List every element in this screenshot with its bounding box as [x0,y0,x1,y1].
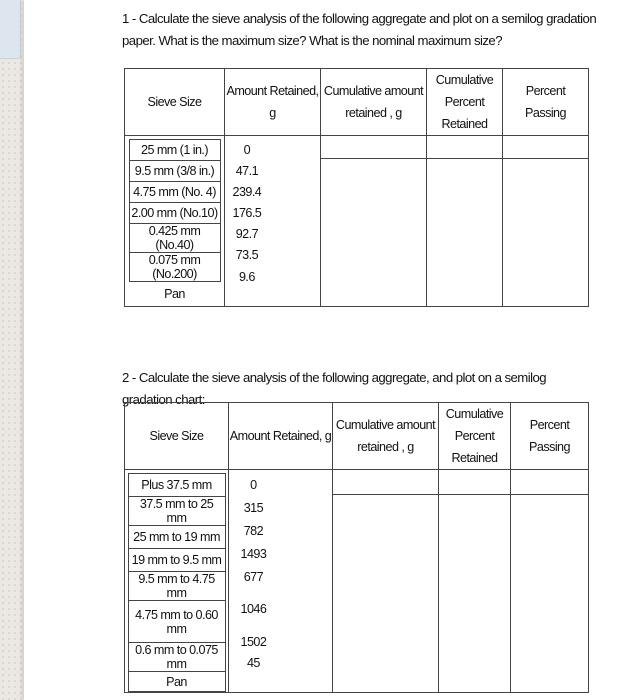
amount-cell: 1493 [240,546,267,561]
sieve-cell: Pan [128,672,225,692]
sieve-cell: 0.075 mm (No.200) [129,253,220,282]
sieve-cell: Pan [164,286,185,301]
amount-list-1 [233,139,313,289]
amount-list-2 [241,473,321,673]
sieve-table-1 [124,68,589,307]
amount-column-1 [225,136,321,307]
header-percent-passing: Percent Passing [503,69,589,136]
sieve-cell: 25 mm (1 in.) [129,140,220,161]
question-1-text: 1 - Calculate the sieve analysis of the following aggregate and plot on a semilog gradation paper. What is the maximum size? What is the nominal maximum size? [122,11,597,48]
header-cumulative-amount: Cumulative amount retained , g [321,69,427,136]
percent-passing-column-1 [503,136,589,307]
document-page [24,0,641,700]
amount-cell: 45 [246,656,260,670]
sieve-table-2 [124,402,589,693]
sieve-list-2 [128,473,226,692]
sieve-cell: 9.5 mm to 4.75 mm [128,572,225,601]
amount-column-2 [229,470,333,693]
header-sieve-size: Sieve Size [125,403,229,470]
header-cumulative-percent: Cumulative Percent Retained [439,403,511,470]
header-amount-retained: Amount Retained, g [225,69,321,136]
amount-cell: 176.5 [232,205,262,220]
side-margin [0,0,24,700]
amount-cell: 315 [243,500,264,515]
amount-cell: 239.4 [232,184,262,199]
cumulative-percent-column-2 [439,470,511,693]
sieve-cell: 4.75 mm (No. 4) [129,182,220,203]
sieve-cell: 9.5 mm (3/8 in.) [129,161,220,182]
percent-passing-column-2 [511,470,589,693]
amount-cell: 677 [243,569,264,584]
cumulative-percent-column-1 [427,136,503,307]
sieve-column-1 [125,136,225,307]
side-tab [0,0,21,59]
sieve-column-2 [125,470,229,693]
cumulative-amount-column-2 [333,470,439,693]
amount-cell: 73.5 [235,247,259,262]
header-sieve-size: Sieve Size [125,69,225,136]
sieve-list-1 [129,139,221,306]
amount-cell: 92.7 [235,226,259,241]
cumulative-amount-column-1 [321,136,427,307]
header-cumulative-amount: Cumulative amount retained , g [333,403,439,470]
sieve-cell: 37.5 mm to 25 mm [128,497,225,526]
header-amount-retained: Amount Retained, g [229,403,333,470]
header-percent-passing: Percent Passing [511,403,589,470]
amount-cell: 0 [250,477,257,492]
sieve-cell: 25 mm to 19 mm [128,526,225,549]
header-cumulative-percent: Cumulative Percent Retained [427,69,503,136]
amount-cell: 782 [243,523,264,538]
amount-cell: 47.1 [235,163,259,178]
amount-cell: 1502 [240,634,267,649]
sieve-cell: 0.6 mm to 0.075 mm [128,643,225,672]
sieve-cell: 2.00 mm (No.10) [129,203,220,224]
sieve-cell: 19 mm to 9.5 mm [128,549,225,572]
sieve-cell: 0.425 mm (No.40) [129,224,220,253]
question-2-text: 2 - Calculate the sieve analysis of the following aggregate, and plot on a semilog gradation chart: [122,370,547,407]
amount-cell: 0 [243,142,251,157]
amount-cell: 9.6 [238,270,255,284]
sieve-cell: Plus 37.5 mm [128,474,225,497]
amount-cell: 1046 [240,602,267,616]
sieve-cell: 4.75 mm to 0.60 mm [128,601,225,643]
